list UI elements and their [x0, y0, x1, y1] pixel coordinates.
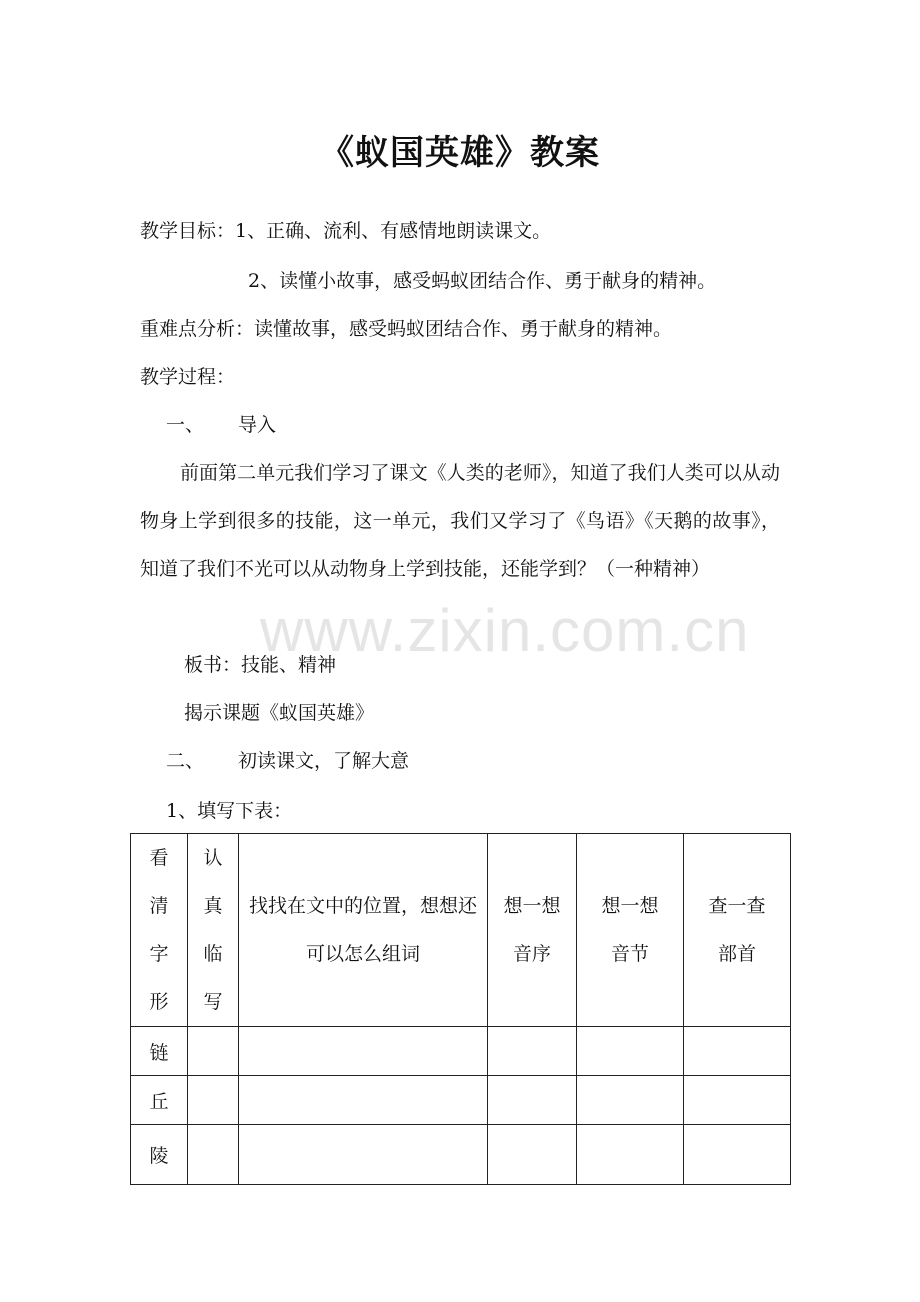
table-cell-radical[interactable]	[684, 1125, 791, 1185]
header-radical: 查一查部首	[708, 895, 766, 965]
table-cell-copy[interactable]	[188, 1076, 239, 1125]
section-1-title: 导入	[238, 414, 277, 436]
table-cell-words[interactable]	[239, 1027, 488, 1076]
teaching-goals-label: 教学目标：	[140, 220, 236, 242]
board-writing: 板书：技能、精神	[184, 654, 337, 676]
teaching-process-label: 教学过程：	[140, 366, 236, 388]
table-cell-char: 链	[131, 1027, 188, 1076]
teaching-goal-2: 2、读懂小故事，感受蚂蚁团结合作、勇于献身的精神。	[248, 270, 717, 292]
header-copy-carefully: 认真临写	[203, 847, 223, 1013]
table-cell-syllable[interactable]	[577, 1027, 684, 1076]
table-cell-words[interactable]	[239, 1125, 488, 1185]
table-cell-sound-order[interactable]	[488, 1076, 577, 1125]
table-cell-radical[interactable]	[684, 1076, 791, 1125]
reveal-topic: 揭示课题《蚁国英雄》	[184, 702, 375, 724]
table-row	[131, 1076, 791, 1125]
header-cell	[188, 834, 239, 1027]
table-header-row	[131, 834, 791, 1027]
header-cell	[488, 834, 577, 1027]
header-cell	[239, 834, 488, 1027]
header-see-shape: 看清字形	[149, 847, 169, 1013]
header-sound-order: 想一想音序	[503, 895, 561, 965]
header-cell	[577, 834, 684, 1027]
table-cell-char: 丘	[131, 1076, 188, 1125]
section-2-number: 二、	[166, 750, 205, 772]
table-cell-copy[interactable]	[188, 1125, 239, 1185]
header-syllable: 想一想音节	[601, 895, 659, 965]
teaching-goals-line	[140, 216, 551, 246]
section-2-title: 初读课文，了解大意	[238, 750, 410, 772]
table-cell-syllable[interactable]	[577, 1125, 684, 1185]
table-row	[131, 1125, 791, 1185]
table-cell-sound-order[interactable]	[488, 1027, 577, 1076]
watermark: www.zixin.com.cn	[260, 597, 750, 664]
header-find-position: 找找在文中的位置，想想还可以怎么组词	[248, 895, 477, 965]
table-cell-syllable[interactable]	[577, 1076, 684, 1125]
table-cell-copy[interactable]	[188, 1027, 239, 1076]
table-row	[131, 1027, 791, 1076]
teaching-goal-1: 1、正确、流利、有感情地朗读课文。	[235, 220, 552, 242]
intro-paragraph: 前面第二单元我们学习了课文《人类的老师》，知道了我们人类可以从动物身上学到很多的技能，这一单元，我们又学习了《鸟语》《天鹅的故事》，知道了我们不光可以从动物身上学到技能，还能学到？（一种精神）	[140, 462, 780, 580]
table-cell-char: 陵	[131, 1125, 188, 1185]
table-cell-words[interactable]	[239, 1076, 488, 1125]
key-points: 重难点分析：读懂故事，感受蚂蚁团结合作、勇于献身的精神。	[140, 318, 673, 340]
fill-in-table	[130, 833, 791, 1185]
table-cell-sound-order[interactable]	[488, 1125, 577, 1185]
fill-table-task: 1、填写下表：	[166, 800, 293, 822]
header-cell	[684, 834, 791, 1027]
page-title: 《蚁国英雄》教案	[320, 133, 600, 173]
section-1-number: 一、	[166, 414, 205, 436]
table-cell-radical[interactable]	[684, 1027, 791, 1076]
header-cell	[131, 834, 188, 1027]
